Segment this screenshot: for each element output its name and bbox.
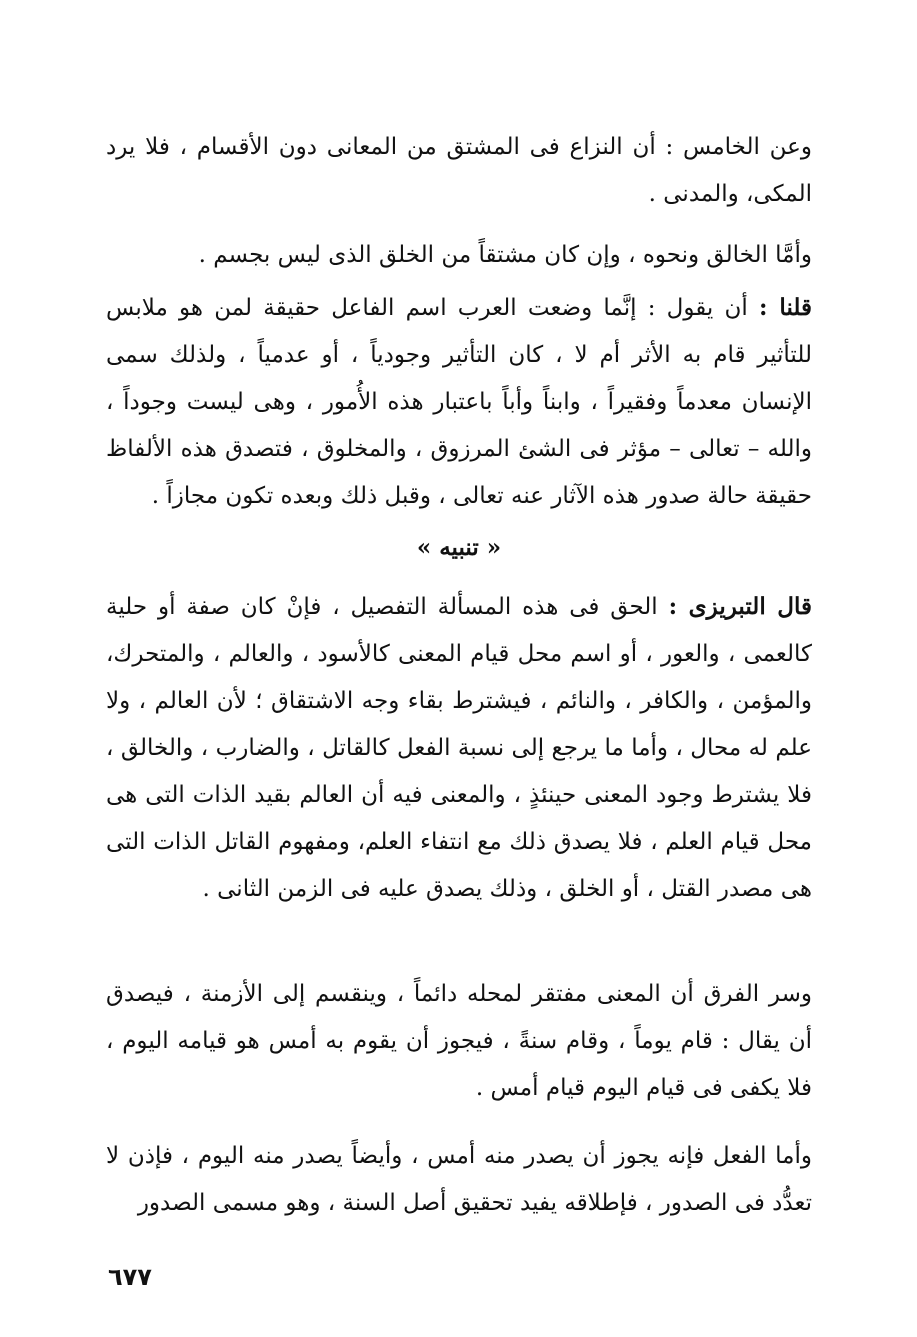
paragraph-1-text: وعن الخامس : أن النزاع فى المشتق من المعانى دون الأقسام ، فلا يرد المكى، والمدنى . bbox=[106, 134, 812, 207]
paragraph-5-text: وسر الفرق أن المعنى مفتقر لمحله دائماً ، وينقسم إلى الأزمنة ، فيصدق أن يقال : قام يوماً ، وقام سنةً ، فيجوز أن يقوم به أمس هو قيامه اليوم ، فلا يكفى فى قيام اليوم قيام أمس . bbox=[106, 981, 812, 1101]
paragraph-2-text: وأمَّا الخالق ونحوه ، وإن كان مشتقاً من الخلق الذى ليس بجسم . bbox=[198, 242, 812, 268]
paragraph-6 bbox=[106, 1132, 812, 1227]
paragraph-4-lead: قال التبريزى : bbox=[668, 593, 812, 620]
paragraph-3-lead: قلنا : bbox=[759, 294, 812, 321]
paragraph-3 bbox=[106, 284, 812, 520]
paragraph-1 bbox=[106, 123, 812, 218]
paragraph-4-text: الحق فى هذه المسألة التفصيل ، فإنْ كان صفة أو حلية كالعمى ، والعور ، أو اسم محل قيام المعنى كالأسود ، والعالم ، والمتحرك، والمؤمن ، والكافر ، والنائم ، فيشترط بقاء وجه الاشتقاق ؛ لأن العالم ، ولا علم له محال ، وأما ما يرجع إلى نسبة الفعل كالقاتل ، والضارب ، والخالق ، فلا يشترط وجود المعنى حينئذٍ ، والمعنى فيه أن العالم بقيد الذات التى هى محل قيام العلم ، فلا يصدق ذلك مع انتفاء العلم، ومفهوم القاتل الذات التى هى مصدر القتل ، أو الخلق ، وذلك يصدق عليه فى الزمن الثانى . bbox=[106, 594, 812, 902]
page-number: ٦٧٧ bbox=[108, 1263, 152, 1291]
paragraph-6-text: وأما الفعل فإنه يجوز أن يصدر منه أمس ، وأيضاً يصدر منه اليوم ، فإذن لا تعدُّد فى الصدور ، فإطلاقه يفيد تحقيق أصل السنة ، وهو مسمى الصدور bbox=[106, 1143, 813, 1216]
paragraph-4 bbox=[106, 583, 812, 913]
paragraph-5 bbox=[106, 970, 812, 1112]
section-heading: « تنبيه » bbox=[416, 534, 502, 561]
paragraph-3-text: أن يقول : إنَّما وضعت العرب اسم الفاعل حقيقة لمن هو ملابس للتأثير قام به الأثر أم لا ، كان التأثير وجودياً ، أو عدمياً ، ولذلك سمى الإنسان معدماً وفقيراً ، وابناً وأباً باعتبار هذه الأُمور ، وهى ليست وجوداً ، والله – تعالى – مؤثر فى الشئ المرزوق ، والمخلوق ، فتصدق هذه الألفاظ حقيقة حالة صدور هذه الآثار عنه تعالى ، وقبل ذلك وبعده تكون مجازاً . bbox=[106, 295, 812, 509]
paragraph-2 bbox=[106, 231, 812, 279]
